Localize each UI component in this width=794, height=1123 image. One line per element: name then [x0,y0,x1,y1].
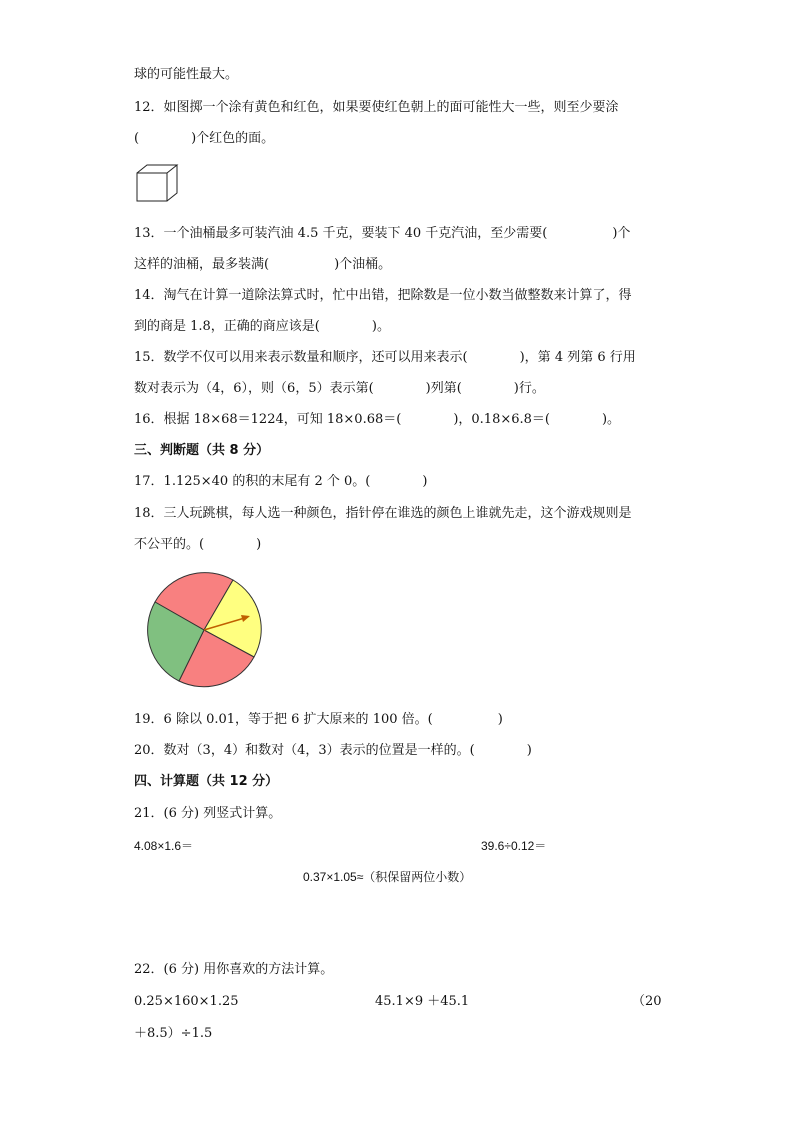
question-12-line-2: ( )个红色的面。 [134,131,275,146]
question-22: 22．(6 分) 用你喜欢的方法计算。 [134,962,334,977]
question-18-line-2: 不公平的。( ) [134,537,262,552]
question-17: 17．1.125×40 的积的末尾有 2 个 0。( ) [134,474,428,489]
calc-21-expression-1: 4.08×1.6＝ [134,839,194,853]
question-19: 19．6 除以 0.01，等于把 6 扩大原来的 100 倍。( ) [134,712,503,727]
cube-figure [136,164,180,204]
spinner-figure [144,570,264,690]
calc-22-expression-2: 45.1×9 ＋45.1 [375,994,470,1009]
question-18-line-1: 18．三人玩跳棋，每人选一种颜色，指针停在谁选的颜色上谁就先走，这个游戏规则是 [134,506,632,521]
question-14-line-1: 14．淘气在计算一道除法算式时，忙中出错，把除数是一位小数当做整数来计算了，得 [134,288,632,303]
question-15-line-1: 15．数学不仅可以用来表示数量和顺序，还可以用来表示( )，第 4 列第 6 行用 [134,350,636,365]
question-13-line-2: 这样的油桶，最多装满( )个油桶。 [134,257,392,272]
section-3-heading: 三、判断题（共 8 分） [134,443,270,458]
question-15-line-2: 数对表示为（4，6），则（6，5）表示第( )列第( )行。 [134,381,545,396]
calc-22-expression-1: 0.25×160×1.25 [134,994,239,1009]
question-12-line-1: 12．如图掷一个涂有黄色和红色，如果要使红色朝上的面可能性大一些，则至少要涂 [134,100,619,115]
question-14-line-2: 到的商是 1.8，正确的商应该是( )。 [134,319,390,334]
question-13-line-1: 13．一个油桶最多可装汽油 4.5 千克，要装下 40 千克汽油，至少需要( )个 [134,226,631,241]
question-16: 16．根据 18×68＝1224，可知 18×0.68＝( )，0.18×6.8＝( )。 [134,412,621,427]
calc-21-expression-3: 0.37×1.05≈（积保留两位小数） [303,870,472,884]
section-4-heading: 四、计算题（共 12 分） [134,774,279,789]
calc-22-expression-3-start: （20 [632,994,662,1009]
question-21: 21．(6 分) 列竖式计算。 [134,806,282,821]
text-line-ball: 球的可能性最大。 [134,67,239,82]
question-20: 20．数对（3，4）和数对（4，3）表示的位置是一样的。( ) [134,743,532,758]
calc-22-expression-3-end: ＋8.5）÷1.5 [134,1026,213,1041]
calc-21-expression-2: 39.6÷0.12＝ [481,839,547,853]
